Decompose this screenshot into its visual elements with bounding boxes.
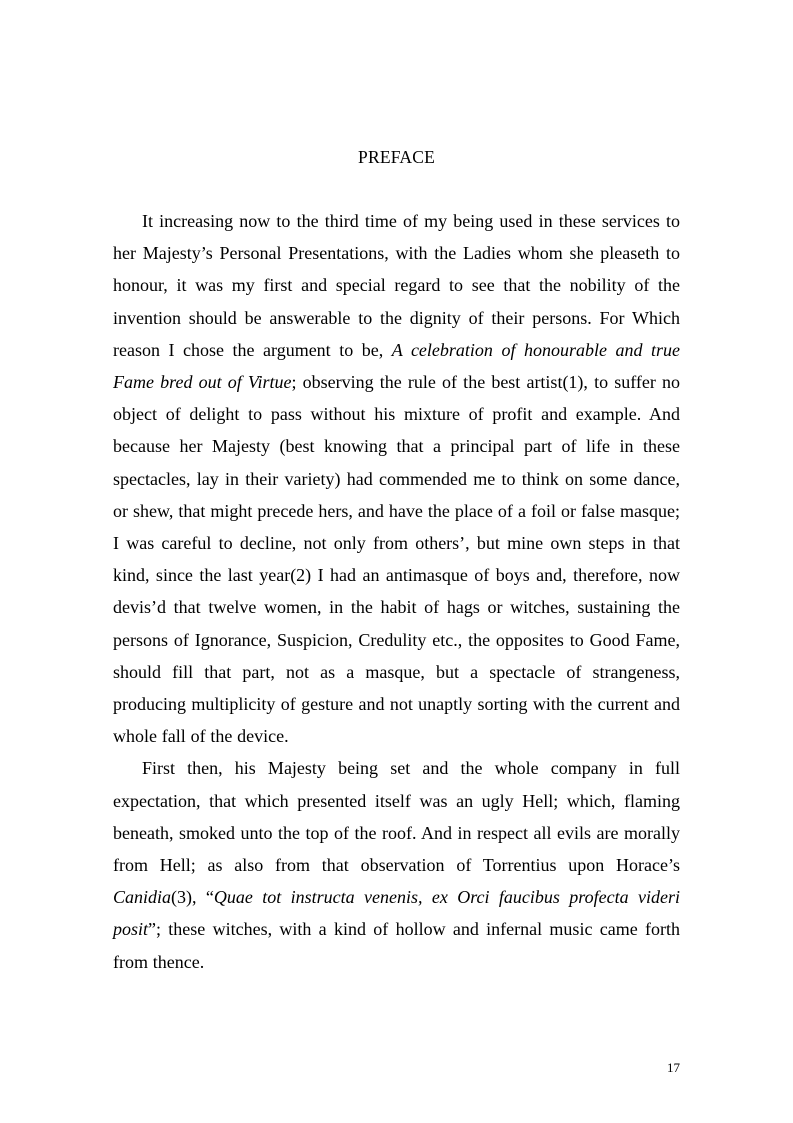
page-number: 17: [667, 1060, 680, 1075]
body-text: [113, 205, 680, 978]
paragraph-1: [113, 205, 680, 752]
paragraph-2: [113, 752, 680, 977]
text-run: (3), “: [171, 887, 214, 908]
text-run: ; observing the rule of the best artist(1), to suffer no object of delight to pass without his mixture of profit and example. And because her Majesty (best knowing that a principal part of life in these spectacles, lay in their variety) had commended me to think on some dance, or shew, that might precede hers, and have the place of a foil or false masque; I was careful to decline, not only from others’, but mine own steps in that kind, since the last year(2) I had an antimasque of boys and, therefore, now devis’d that twelve women, in the habit of hags or witches, sustaining the persons of Ignorance, Suspicion, Credulity etc., the opposites to Good Fame, should fill that part, not as a masque, but a spectacle of strangeness, producing multiplicity of gesture and not unaptly sorting with the current and whole fall of the device.: [113, 372, 681, 747]
italic-run: Quae tot instructa venenis, ex Orci faucibus profecta videri posit: [113, 887, 680, 940]
italic-run: Canidia: [113, 887, 172, 908]
text-run: ”; these witches, with a kind of hollow and infernal music came forth from thence.: [113, 919, 680, 972]
italic-run: A celebration of honourable and true Fame bred out of Virtue: [113, 339, 680, 393]
text-run: It increasing now to the third time of my being used in these services to her Majesty’s Personal Presentations, with the Ladies whom she pleaseth to honour, it was my first and special regard to see that the nobility of the invention should be answerable to the dignity of their persons. For Which reason I chose the argument to be,: [113, 211, 680, 360]
text-run: First then, his Majesty being set and the whole company in full expectation, that which presented itself was an ugly Hell; which, flaming beneath, smoked unto the top of the roof. And in respect all evils are morally from Hell; as also from that observation of Torrentius upon Horace’s: [113, 758, 680, 876]
page-title: PREFACE: [358, 147, 435, 167]
